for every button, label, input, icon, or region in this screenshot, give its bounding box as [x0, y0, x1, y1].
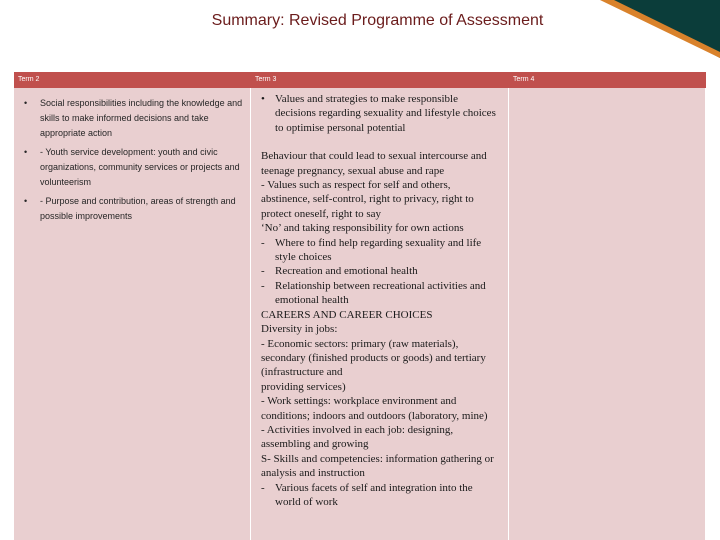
term3-bullet: • Values and strategies to make responsible decisions regarding sexuality and lifestyle choices to optimise personal potential: [261, 93, 496, 134]
text-line: Diversity in jobs:: [261, 323, 338, 336]
text-line: S- Skills and competencies: information gathering or analysis and instruction: [261, 452, 494, 480]
text-line: Behaviour that could lead to sexual intercourse and teenage pregnancy, sexual abuse and rape: [261, 150, 487, 177]
assessment-table: [14, 72, 706, 540]
term3-cell: [251, 88, 509, 540]
term4-cell: [509, 88, 706, 540]
dash-item: - Where to find help regarding sexuality and life style choices: [261, 236, 482, 264]
careers-heading: CAREERS AND CAREER CHOICES: [261, 308, 433, 321]
dash-item: - Recreation and emotional health: [261, 265, 418, 278]
text-line: ‘No’ and taking responsibility for own actions: [261, 222, 464, 235]
dash-item: - Various facets of self and integration into the world of work: [261, 481, 473, 508]
corner-decoration: [570, 0, 720, 58]
list-item: • Social responsibilities including the knowledge and skills to make informed decisions and take appropriate action: [24, 96, 244, 141]
text-line: - Economic sectors: primary (raw materials), secondary (finished products or goods) and tertiary (infrastructure and: [261, 337, 486, 379]
term3-body: [251, 135, 508, 509]
bullet-icon: •: [261, 93, 265, 105]
text-line: - Activities involved in each job: designing, assembling and growing: [261, 423, 454, 451]
dash-item: - Relationship between recreational activities and emotional health: [261, 279, 486, 307]
text-line: - Values such as respect for self and others, abstinence, self-control, right to privacy, right to protect oneself, right to say: [261, 179, 474, 220]
term2-cell: [14, 88, 251, 540]
term2-list: [14, 88, 250, 224]
list-item: • - Youth service development: youth and civic organizations, community services or projects and volunteerism: [24, 145, 244, 190]
text-line: providing services): [261, 380, 346, 393]
header-term4: Term 4: [509, 72, 706, 88]
page-title: Summary: Revised Programme of Assessment: [211, 12, 544, 29]
header-term2: Term 2: [14, 72, 251, 88]
header-term3: Term 3: [251, 72, 509, 88]
text-line: - Work settings: workplace environment and conditions; indoors and outdoors (laboratory, mine): [261, 395, 488, 422]
list-item: • - Purpose and contribution, areas of strength and possible improvements: [24, 194, 244, 224]
